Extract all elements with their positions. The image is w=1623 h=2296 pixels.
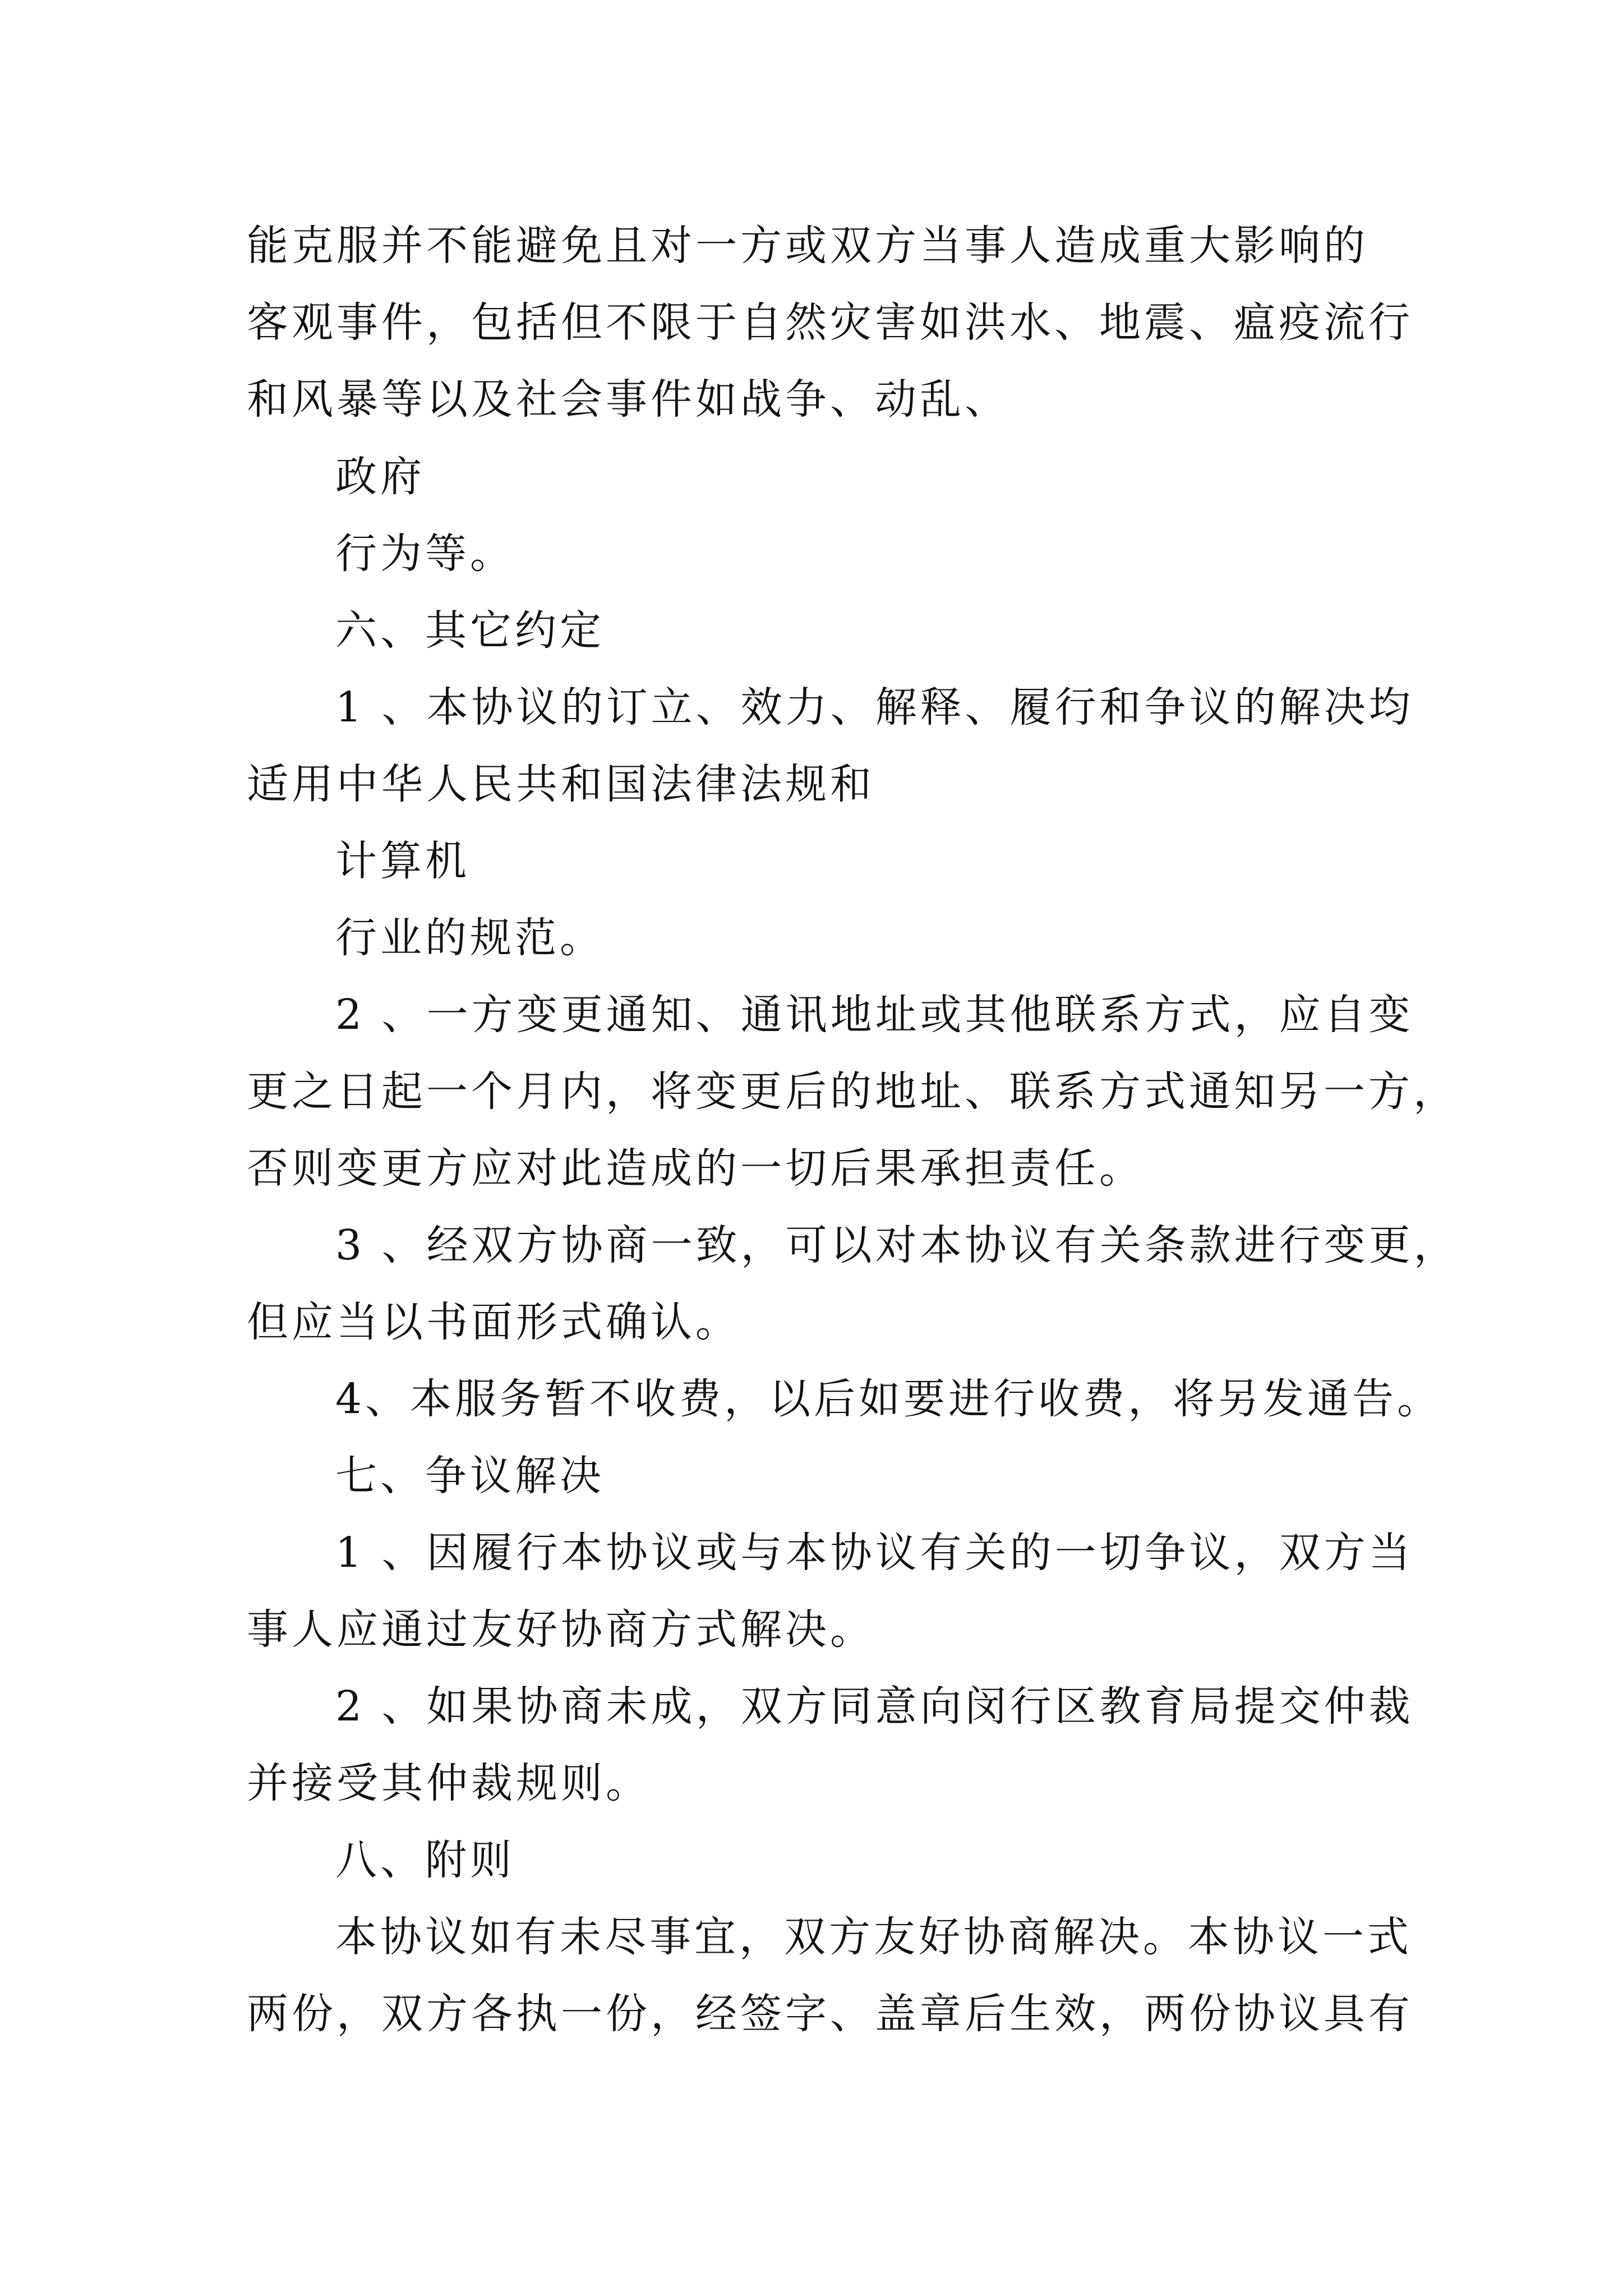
text-line: 更之日起一个月内，将变更后的地址、联系方式通知另一方， — [247, 1068, 1458, 1116]
section-heading: 六、其它约定 — [335, 606, 605, 655]
text-line: 2 、如果协商未成，双方同意向闵行区教育局提交仲裁 — [335, 1682, 1414, 1731]
section-heading: 七、争议解决 — [335, 1452, 605, 1500]
text-line: 适用中华人民共和国法律法规和 — [247, 760, 875, 808]
text-line: 行业的规范。 — [335, 914, 605, 962]
text-line: 客观事件，包括但不限于自然灾害如洪水、地震、瘟疫流行 — [247, 298, 1413, 347]
text-line: 否则变更方应对此造成的一切后果承担责任。 — [247, 1144, 1144, 1193]
text-line: 并接受其仲裁规则。 — [247, 1759, 651, 1807]
text-line: 两份，双方各执一份，经签字、盖章后生效，两份协议具有 — [247, 1990, 1413, 2038]
text-line: 本协议如有未尽事宜，双方友好协商解决。本协议一式 — [335, 1913, 1412, 1961]
text-line: 能克服并不能避免且对一方或双方当事人造成重大影响的 — [247, 222, 1368, 270]
text-line: 事人应通过友好协商方式解决。 — [247, 1605, 875, 1654]
text-line: 但应当以书面形式确认。 — [247, 1298, 740, 1346]
text-line: 和风暴等以及社会事件如战争、动乱、 — [247, 375, 1009, 424]
section-heading: 八、附则 — [335, 1836, 515, 1884]
text-line: 政府 — [335, 453, 425, 501]
text-line: 2 、一方变更通知、通讯地址或其他联系方式，应自变 — [335, 991, 1414, 1039]
text-line: 1 、因履行本协议或与本协议有关的一切争议，双方当 — [335, 1529, 1414, 1577]
text-line: 1 、本协议的订立、效力、解释、履行和争议的解决均 — [335, 683, 1414, 731]
text-line: 行为等。 — [335, 530, 515, 578]
text-line: 4、本服务暂不收费，以后如要进行收费，将另发通告。 — [335, 1375, 1442, 1423]
text-line: 3 、经双方协商一致，可以对本协议有关条款进行变更， — [335, 1221, 1459, 1269]
text-line: 计算机 — [335, 837, 470, 885]
